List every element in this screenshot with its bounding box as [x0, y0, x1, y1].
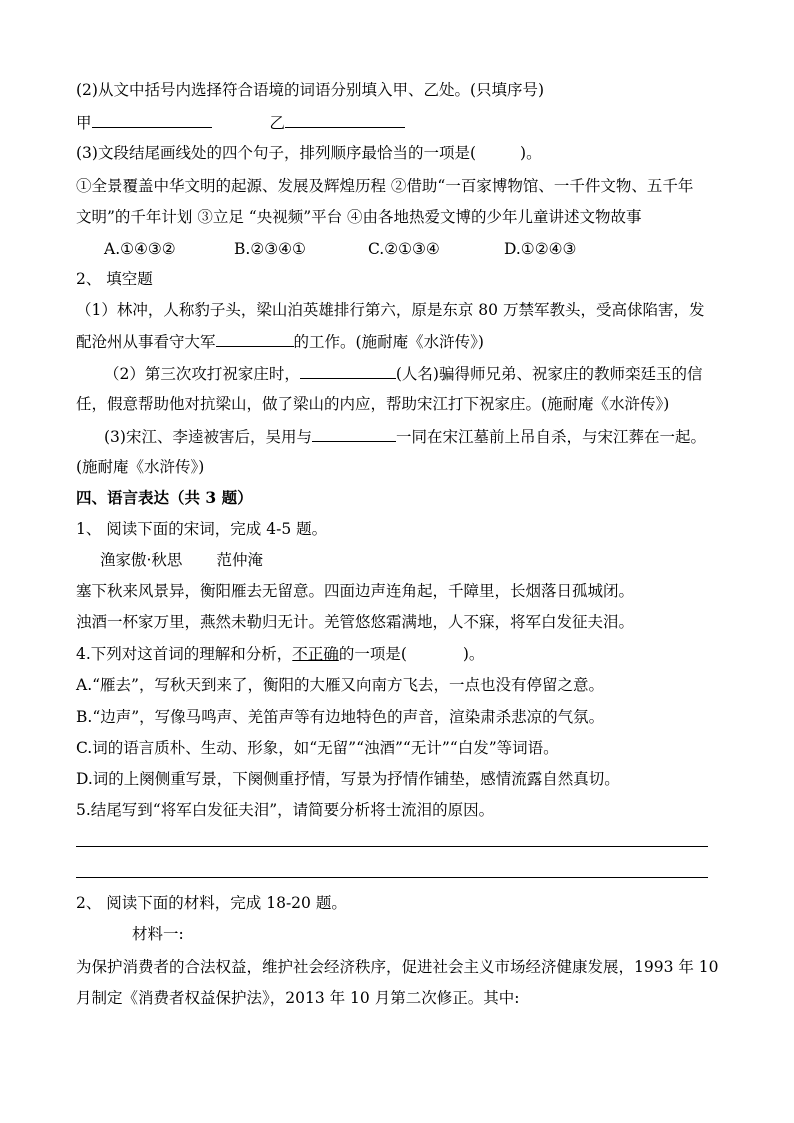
question-4-text-a: 4.下列对这首词的理解和分析，	[76, 645, 293, 663]
yi-answer-blank[interactable]	[285, 111, 405, 128]
fill-item-2-line-1	[104, 362, 702, 385]
poem-line-1: 塞下秋来风景异，衡阳雁去无留意。四面边声连角起，千障里，长烟落日孤城闭。	[76, 582, 635, 600]
material-line-2: 月制定《消费者权益保护法》，2013 年 10 月第二次修正。其中:	[76, 989, 520, 1007]
fill-item-3-blank[interactable]	[312, 425, 396, 442]
question-5-prompt: 5.结尾写到“将军白发征夫泪”，请简要分析将士流泪的原因。	[76, 801, 495, 819]
fill-item-3-line-1	[104, 425, 706, 448]
question-4-option-c[interactable]: C.词的语言质朴、生动、形象，如“无留”“浊酒”“无计”“白发”等词语。	[76, 739, 559, 757]
question-3-sentence-line-2: 文明”的千年计划 ③立足 “央视频”平台 ④由各地热爱文博的少年儿童讲述文物故事	[76, 208, 642, 226]
question-4-option-b[interactable]: B.“边声”，写像马鸣声、羌笛声等有边地特色的声音，渲染肃杀悲凉的气氛。	[76, 708, 605, 726]
section-4-heading: 四、语言表达（共 3 题）	[76, 488, 253, 507]
fill-item-1-blank[interactable]	[216, 330, 294, 347]
fill-in-heading: 2、 填空题	[76, 270, 153, 288]
fill-item-3-text-a: (3)宋江、李逵被害后，吴用与	[104, 428, 312, 446]
question-2-answer-row	[76, 111, 405, 134]
question-3-sentence-line-1: ①全景覆盖中华文明的起源、发展及辉煌历程 ②借助“一百家博物馆、一千件文物、五千年	[76, 177, 694, 195]
poem-author: 范仲淹	[216, 551, 263, 569]
material-label: 材料一:	[132, 925, 184, 943]
question-4-prompt	[76, 643, 484, 665]
answer-line-1[interactable]	[76, 846, 708, 847]
jia-label: 甲	[76, 114, 92, 132]
section-4-intro: 1、 阅读下面的宋词，完成 4-5 题。	[76, 520, 328, 538]
material-line-1: 为保护消费者的合法权益，维护社会经济秩序，促进社会主义市场经济健康发展，1993 年 10	[76, 958, 719, 976]
fill-item-2-text-b: (人名)骗得师兄弟、祝家庄的教师栾廷玉的信	[395, 365, 703, 383]
fill-item-2-text-a: （2）第三次攻打祝家庄时，	[104, 365, 300, 383]
yi-label: 乙	[269, 114, 286, 132]
question-4-text-b: 的一项是(	[338, 645, 407, 663]
question-4-option-d[interactable]: D.词的上阕侧重写景，下阕侧重抒情，写景为抒情作铺垫，感情流露自然真切。	[76, 770, 620, 788]
fill-item-3-text-b: 一同在宋江墓前上吊自杀，与宋江葬在一起。	[395, 428, 706, 446]
poem-line-2: 浊酒一杯家万里，燕然未勒归无计。羌管悠悠霜满地，人不寐，将军白发征夫泪。	[76, 613, 635, 631]
reading-intro: 2、 阅读下面的材料，完成 18-20 题。	[76, 894, 347, 912]
question-4-underlined: 不正确	[292, 645, 339, 663]
fill-item-1-text-b: 的工作。(施耐庵《水浒传》)	[293, 333, 484, 351]
question-3-options	[104, 238, 576, 260]
fill-item-3-line-2: (施耐庵《水浒传》)	[76, 458, 205, 476]
fill-item-1-line-1: （1）林冲，人称豹子头，梁山泊英雄排行第六，原是东京 80 万禁军教头，受高俅陷害，发	[76, 301, 705, 319]
poem-header	[100, 549, 263, 571]
question-3-prompt	[76, 142, 542, 164]
option-d[interactable]: D.①②④③	[504, 240, 577, 258]
question-3-text-end: )。	[520, 144, 542, 162]
poem-title: 渔家傲·秋思	[100, 551, 183, 569]
question-4-option-a[interactable]: A.“雁去”，写秋天到来了，衡阳的大雁又向南方飞去，一点也没有停留之意。	[76, 676, 604, 694]
answer-line-2[interactable]	[76, 877, 708, 878]
question-3-text: (3)文段结尾画线处的四个句子，排列顺序最恰当的一项是(	[76, 144, 477, 162]
question-4-text-c: )。	[462, 645, 485, 663]
jia-answer-blank[interactable]	[92, 111, 212, 128]
option-a[interactable]: A.①④③②	[104, 240, 176, 258]
fill-item-2-blank[interactable]	[300, 362, 396, 379]
option-c[interactable]: C.②①③④	[368, 240, 440, 258]
option-b[interactable]: B.②③④①	[234, 240, 306, 258]
fill-item-1-text-a: 配沧州从事看守大军	[76, 333, 216, 351]
fill-item-2-line-2: 任，假意帮助他对抗梁山，做了梁山的内应，帮助宋江打下祝家庄。(施耐庵《水浒传》)	[76, 395, 670, 413]
question-2-prompt: (2)从文中括号内选择符合语境的词语分别填入甲、乙处。(只填序号)	[76, 81, 545, 99]
fill-item-1-line-2	[76, 330, 484, 353]
